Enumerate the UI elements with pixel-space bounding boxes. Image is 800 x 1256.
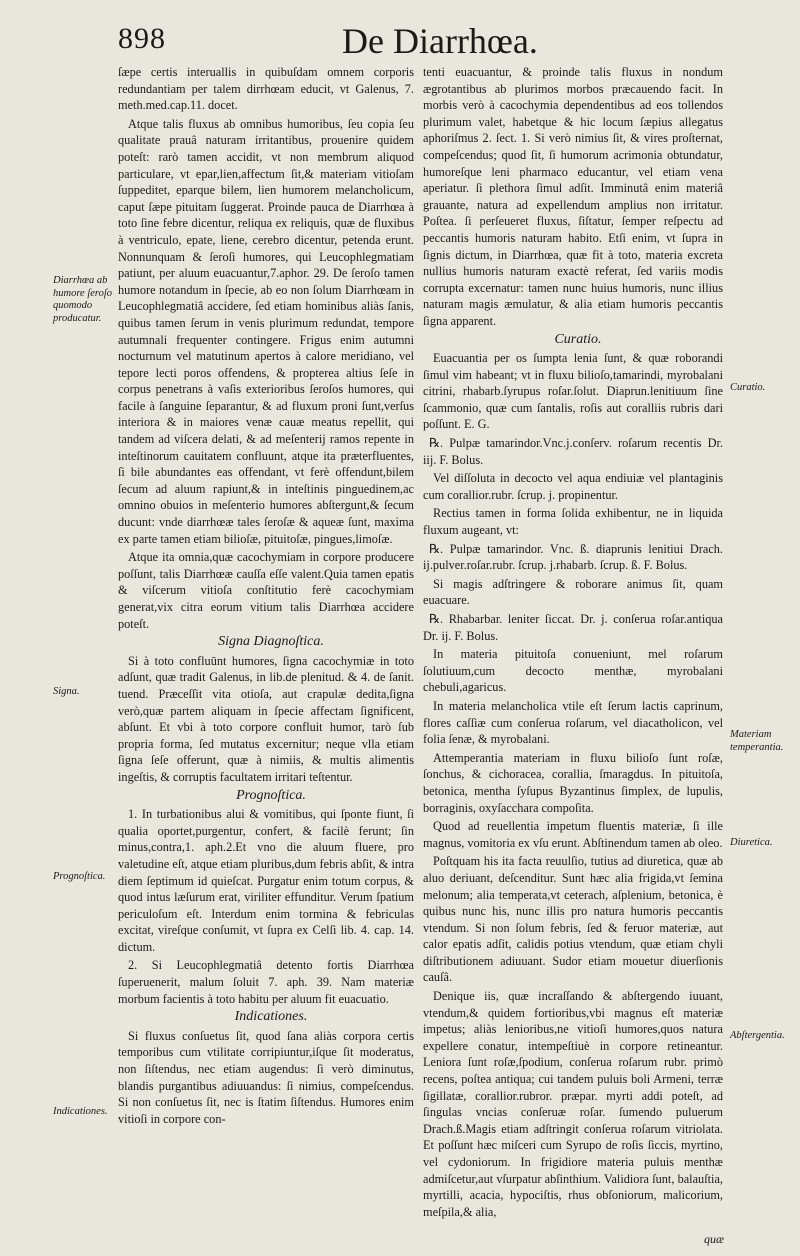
paragraph: In materia pituitoſa conueniunt, mel roſarum ſolutiuum,cum decocto menthæ, myrobalani chebuli,agaricus.	[423, 647, 723, 695]
paragraph: Si magis adſtringere & roborare animus ſit, quam euacuare.	[423, 576, 723, 608]
paragraph: ſæpe certis interuallis in quibuſdam omnem corporis redundantiam per talem dirrhœam educit, vt Galenus, 7. meth.med.cap.11. docet.	[118, 65, 414, 113]
catchword: quæ	[704, 1232, 725, 1246]
margin-note-signa: Signa.	[53, 686, 80, 697]
paragraph: Si fluxus conſuetus ſit, quod ſana aliàs corpora certis temporibus cum vtilitate corripiuntur,iſque ſit moderatus, non ſiſtendus, nec etiam augendus: ſi verò diminutus, blandis purgantibus adiuuandus: ſi nimius, compeſcendus. Si non conſuetus ſit, nec is ſtatim ſiſtendus. Humores enim vitioſi in corpore con-	[118, 1028, 414, 1126]
paragraph: Euacuantia per os ſumpta lenia ſunt, & quæ roborandi ſimul vim habeant; vt in fluxu bilioſo,tamarindi, myrobalani citrini, rhabarb.ſyrupus roſar.ſolut. Diaprun.lenitiuum ſine ſcammonio, quæ cum ſantalis, roſis aut coralliis rubris dari poſſunt. E. G.	[423, 351, 723, 432]
section-heading-prognostica: Prognoſtica.	[236, 787, 306, 803]
right-column	[423, 64, 723, 1222]
recipe: ℞. Pulpæ tamarindor. Vnc. ß. diaprunis lenitiui Drach. ij.pulver.roſar.rubr. ſcrup. j.rhabarb. ſcrup. ß. F. Bolus.	[423, 541, 723, 573]
page-number: 898	[118, 22, 166, 55]
paragraph: Poſtquam his ita facta reuulſio, tutius ad diuretica, quæ ab aluo deriuant, deſcenditur. Sunt hæc alia frigida,vt ſemina melonum; alia temperata,vt ceterach, aſplenium, betonica, è quibus nunc his, nunc illis pro natura humoris peccantis vtendum. Si non ſolum febris, ſed & feruor materiæ, aut calor epatis adſit, calidis potius vtendum, quæ etiam chyli diſtributionem adiuuant. Sudor etiam mouetur diuerſionis cauſâ.	[423, 854, 723, 985]
recipe: ℞. Pulpæ tamarindor.Vnc.j.conſerv. roſarum recentis Dr. iij. F. Bolus.	[423, 436, 723, 467]
paragraph: Atque ita omnia,quæ cacochymiam in corpore producere poſſunt, talis Diarrhœæ cauſſa eſſe valent.Quia tamen epatis & viſcerum vitioſa conſtitutio ferè cacochymiam generat,vix citra eorum vitium talis Diarrhœa accidere poteſt.	[118, 550, 414, 631]
section-heading-indicationes: Indicationes.	[234, 1009, 308, 1025]
recipe: ℞. Rhabarbar. leniter ſiccat. Dr. j. conſerua roſar.antiqua Dr. ij. F. Bolus.	[423, 612, 723, 643]
running-title: De Diarrhœa.	[342, 21, 538, 61]
page-header	[118, 22, 718, 66]
paragraph: Vel diſſoluta in decocto vel aqua endiuiæ vel plantaginis cum corallior.rubr. ſcrup. j. propinentur.	[423, 471, 723, 502]
margin-note-diuretica: Diuretica.	[730, 837, 773, 848]
margin-note-indicationes: Indicationes.	[53, 1106, 108, 1117]
section-heading-curatio: Curatio.	[554, 331, 602, 347]
paragraph: Attemperantia materiam in fluxu bilioſo ſunt roſæ, ſonchus, & cichoracea, corallia, ſmaragdus. In pituitoſa, betonica, mentha ſyſupus Byzantinus ſimplex, de lupulis, borraginis, oxyſacchara compoſita.	[423, 750, 723, 815]
paragraph: Denique iis, quæ incraſſando & abſtergendo iuuant, vtendum,& quidem fortioribus,vbi magnus eſt materiæ impetus; aliàs lenioribus,ne vitioſi humores,quos natura expellere conatur, intempeſtiuè in corpore retineantur. Leniora ſunt roſæ,ſpodium, conſerua roſarum rubr. primò recens, poſtea antiqua; cui tandem puluis boli Armeni, terræ ſigillatæ, corallior.rubror. præpar. myrti addi poteſt, ad ſingulas vncias conſeruæ roſar. ſumendo puluerum Drach.ß.Magis etiam adſtringit conſerua roſarum vitriolata. Et poſſunt hæc miſceri cum Syrupo de roſis ſiccis, myrtino, vel cydoniorum. In frigidiore materia puluis menthæ admiſcetur,aut vſurpatur abſinthium. Validiora ſunt, balauſtia, myrtilli, acacia, hypociſtis, rhus obſoniorum, malicorium, meſpila,& alia,	[423, 989, 723, 1219]
margin-note-serous-humor: Diarrhœa ab humore ſeroſo quomodo producatur.	[53, 275, 113, 324]
paragraph: Rectius tamen in forma ſolida exhibentur, ne in liquida fluxum augeant, vt:	[423, 506, 723, 538]
margin-note-curatio: Curatio.	[730, 382, 766, 393]
margin-note-prognostica: Prognoſtica.	[53, 871, 106, 882]
paragraph: tenti euacuantur, & proinde talis fluxus in nondum ægrotantibus ab plurimos morbos præcauendo facit. In morbis verò à cacochymia dependentibus ad eos tollendos plurimum valet, habetque & hic locum ſæpius allegatus aphoriſmus 2. ſect. 1. Si verò nimius ſit, & vires proſternat, compeſcendus; quod ſit, ſi humorum acrimonia obtundatur, humoreſque leni pharmaco educantur, vel etiam vena aperiatur. ſi plethora ſimul adſit. Imminutâ enim materiâ grauante, natura ad expellendum amplius non irritatur. Poſtea. ſi perſeueret fluxus, ſiſtatur, ſemper reſpectu ad peccantis humoris naturam habito. Etſi enim, vt ſupra in ſignis dictum, in Diarrhœa, quæ fit à toto, materia excreta nullius humoris naturam exactè referat, ſed variis modis corrupta excernatur: tamen nunc huius humoris, nunc illius naturam magis æmulatur, & alia etiam humoris peccantis ſigna apparent.	[423, 65, 723, 328]
margin-note-abstergentia: Abſtergentia.	[730, 1030, 785, 1041]
margin-note-materiam-temperantia: Materiam temperantia.	[730, 729, 784, 753]
paragraph: Si à toto confluūnt humores, ſigna cacochymiæ in toto adſunt, quæ tradit Galenus, in lib.de plenitud. & 4. de ſanit. tuend. Præceſſit vita otioſa, aut crapulæ dedita,ſigna verò,quæ partem aliquam in ſpecie affectam ſignificent, abſunt. Et vbi à toto corpore confluit humor, tarò ſub propria forma, ſed mutatus excernitur; neque vlla etiam ſigna ſeſe offerunt, quæ à nimiis, & multis alimentis ingeſtis, & corruptis facultatem irritari teſtentur.	[118, 653, 414, 784]
paragraph: Quod ad reuellentia impetum fluentis materiæ, ſi ille magnus, vomitoria ex vſu erunt. Abſtinendum tamen ab oleo.	[423, 819, 723, 850]
paragraph: Atque talis fluxus ab omnibus humoribus, ſeu copia ſeu qualitate prauâ naturam irritantibus, prouenire quidem poteſt: rarò tamen accidit, vt non membrum aliquod particulare, vt epar,lien,affectum ſit,& materiam vitioſam ſuppeditet, eparque bilem, lien humorem melancholicum, caput ſæpe pituitam ſuggerat. Proinde pauca de Diarrhœa à toto ſine febre dicentur, reliqua ex reliquis, quæ de fluxibus à ventriculo, epate, liene, cerebro dicentur, petenda erunt. Nonnunquam & ſeroſi humores, qui Leucophlegmatiam patiunt, per aluum euacuantur,7.aphor. 29. De ſeroſo tamen humore notandum in ſpecie, ab eo non ſolum Diarrhœam in Leucophlegmatiâ accidere, ſed etiam hominibus aliàs ſanis, quibus tamen ſerum in venis plurimum redundat, tempore autumnali frequenter contingere. Frigus enim autumni nocturnum vel matutinum apertos à calore meridiano, vel tepore lecti poros offendens, & propterea altius ſeſe in corpus penetrans à vaſis exterioribus ſeroſos humores, qui facile à ſanguine ſeparantur, & ad fluxum proni ſunt,verſus interiora & in maiores venæ cauæ meatus repellit, qui tandem ad viſcera delati, & ad meſenterij ramos repente in inteſtinorum cauitatem confluunt, atque ita præterfluentes, ſi bile abundantes eas offendant, vt ferè offendunt,bilem ſecum ad aluum rapiunt,& in inteſtinis pinguedinem,ac omnino obuios in meſenterio humores abſtergunt,& ſecum ducunt: vnde diarrhœæ tales ſeroſæ & aqueæ ſunt, maxima ex parte tamen etiam bilioſæ, pituitoſæ, pingues,limoſæ.	[118, 116, 414, 546]
left-column	[118, 64, 414, 1129]
paragraph: 2. Si Leucophlegmatiâ detento fortis Diarrhœa ſuperuenerit, malum ſoluit 7. aph. 39. Nam materiæ morbum facientis à toto habitu per aluum fit euacuatio.	[118, 958, 414, 1006]
paragraph: In materia melancholica vtile eſt ſerum lactis caprinum, flores caſſiæ cum conſerua roſarum, vel diacatholicon, vel folia ſenæ, & myrobalani.	[423, 698, 723, 747]
section-heading-signa: Signa Diagnoſtica.	[218, 634, 324, 650]
paragraph: 1. In turbationibus alui & vomitibus, qui ſponte fiunt, ſi qualia oportet,purgentur, confert, & facilè ferunt; ſin minus,contra,1. aph.2.Et vno die aluum fluere, pro valetudine eſt, atque etiam pluribus,dum febris abſit, & intra diem ſeptimum id quieſcat. Purgatur enim totum corpus, & quod intus læſurum erat, viriliter effunditur. Verum ſpatium periculoſum eſt. Interdum enim tormina & febriculas excitat, vireſque conſumit, vt ſupra ex Celſi lib. 4. cap. 14. dictum.	[118, 807, 414, 954]
